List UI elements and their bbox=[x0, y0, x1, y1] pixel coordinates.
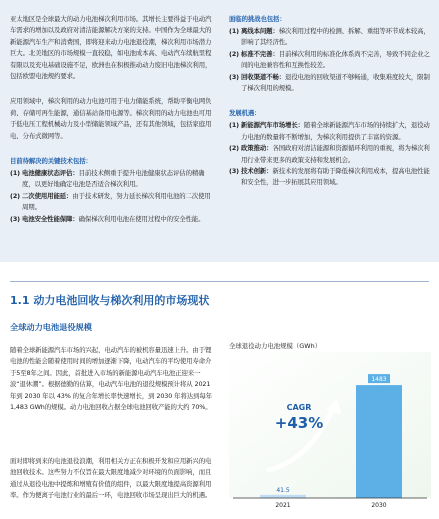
retirement-bar-chart bbox=[229, 352, 431, 510]
tech-item-label: 电池安全性能保障： bbox=[22, 214, 79, 223]
section-subtitle: 全球动力电池退役规模 bbox=[10, 322, 92, 332]
tech-item-label: 电池健康状态评估： bbox=[22, 169, 79, 178]
tech-item-number: (1) bbox=[10, 169, 20, 178]
opportunity-item bbox=[229, 143, 430, 166]
section-title: 1.1 动力电池回收与梯次利用的市场现状 bbox=[10, 294, 210, 307]
tech-item bbox=[10, 214, 213, 225]
tech-item bbox=[10, 191, 213, 214]
opportunity-item-text: 各国政府对清洁能源和资源循环利用的重视，将为梯次利用行业带来更多的政策支持和发展机会。 bbox=[241, 144, 430, 164]
bar bbox=[260, 495, 306, 498]
challenge-item-label: 离线本问题： bbox=[241, 27, 279, 35]
opportunity-item-label: 政策推动： bbox=[241, 144, 273, 153]
opportunity-item bbox=[229, 166, 430, 189]
challenge-item-label: 标准不完善： bbox=[241, 49, 279, 58]
opportunity-item-label: 技术创新： bbox=[241, 167, 273, 176]
tech-item-text: 由于技术研发，努力延长梯次利用电池的二次使用周期。 bbox=[22, 191, 211, 212]
challenge-item-text: 退役电池的回收渠道不够畅通，收集难度较大，限制了梯次利用的规模。 bbox=[241, 72, 430, 93]
chart-canvas bbox=[229, 352, 431, 510]
tech-item bbox=[10, 168, 213, 191]
challenge-item bbox=[229, 49, 430, 72]
challenge-item-text: 梯次利用过程中的检测、拆解、重组等环节成本较高，影响了其经济性。 bbox=[241, 27, 430, 47]
bar bbox=[356, 385, 402, 498]
retirement-paragraph: 随着全球新能源汽车市场的兴起，电动汽车的被机容量迅速上升。由于锂电池的性能会随着使用时间的增加逐渐下降，电动汽车的平均使用寿命介于5至8年之间。因此，首批进入市场的新能源电动汽车电池正迎来一波“退休潮”。根据德勤的估算，电动汽车电池的退役规模预计将从 2021 年到 2030 年以 43% 的复合年增长率快速增长，到 2030 年将达到每年1,483 GWh的规模。动力电池回收占据全球电池回收产能的大约 70%。 bbox=[10, 346, 212, 412]
tech-item-text: 目前技术侧重于提升电池健康状态评估的精确度，以更好地确定电池是否适合梯次利用。 bbox=[22, 169, 205, 189]
opportunity-item-label: 新能源汽车市场增长： bbox=[241, 121, 304, 130]
cagr-value: +43% bbox=[274, 414, 324, 432]
tech-item-number: (2) bbox=[10, 191, 20, 200]
summary-left-column bbox=[10, 14, 213, 225]
recycling-paragraph: 面对即将到来的电池退役浪潮，利用相关方正在积极开发和应用新兴的电池回收技术。这些努力不仅旨在最大限度地减少对环境的负面影响，而且通过从退役电池中提炼和增殖有价值的组件，以最大限度地提高资源利用率。作为便离子电池行业的最后一环，电池回收市场呈现出巨大的机遇。 bbox=[10, 457, 212, 500]
challenge-item-label: 回收渠道不畅： bbox=[241, 72, 286, 81]
summary-right-column bbox=[229, 14, 430, 189]
opportunity-item bbox=[229, 120, 430, 143]
challenge-item bbox=[229, 72, 430, 95]
section-divider bbox=[10, 281, 429, 282]
category-label: 2030 bbox=[371, 502, 387, 509]
category-label: 2021 bbox=[275, 502, 291, 509]
challenge-item-text: 目前梯次利用的标准化体系尚不完善，导致不同企业之间的电池兼容性和互换性较差。 bbox=[241, 49, 430, 70]
challenge-item bbox=[229, 26, 430, 49]
opportunity-item-text: 新技术的发展将有助于降低梯次利用成本，提高电池性能和安全性，进一步拓展其应用领域。 bbox=[241, 167, 430, 187]
key-tech-heading: 目前待解决的关键技术包括： bbox=[10, 157, 92, 166]
opportunity-item-number: (2) bbox=[229, 144, 239, 153]
tech-item-label: 二次使用用能延： bbox=[22, 191, 73, 200]
application-paragraph: 应用领域中，梯次利用的动力电池可用于电力储能系统，帮助平衡电网负荷、存储可再生能源，通信基站备用电源等。梯次利用的动力电池也可用于低电压工程机械动力及小型储能领域产品，还有其他领域，包括家庭用电、分布式微网等。 bbox=[10, 97, 212, 140]
challenge-item-number: (3) bbox=[229, 72, 239, 81]
value-label: 41.5 bbox=[276, 486, 290, 494]
market-overview-paragraph: 亚太地区是全球最大的动力电池梯次利用市场。其增长主要得益于电动汽车需求的增加以及政府对清洁能源解决方案的支持。中国作为全球最大的新能源汽车生产和消费国，即将迎来动力电池退役潮，梯次利用市场潜力巨大。北美地区的市场规模一直较稳，如电池成本高、电动汽车续航里程有限以及充电基础设施不足，欧洲也在积极推动动力废旧电池梯次利用，包括欧盟电池规约要求。 bbox=[10, 15, 212, 81]
opportunity-item-number: (1) bbox=[229, 121, 239, 130]
opportunity-heading: 发展机遇： bbox=[229, 109, 261, 118]
opportunity-item-text: 随着全球新能源汽车市场的持续扩大，退役动力电池的数量将不断增加，为梯次利用提供了丰富的资源。 bbox=[241, 121, 430, 141]
tech-item-text: 确保梯次利用电池在使用过程中的安全性能。 bbox=[78, 214, 205, 223]
challenge-item-number: (2) bbox=[229, 49, 239, 58]
tech-item-number: (3) bbox=[10, 214, 20, 223]
opportunity-item-number: (3) bbox=[229, 167, 239, 176]
value-label: 1483 bbox=[371, 376, 387, 384]
chart-title: 全球退役动力电池规模（GWh） bbox=[229, 342, 322, 350]
cagr-label: CAGR bbox=[286, 403, 312, 412]
challenge-heading: 面临的挑战也包括： bbox=[229, 15, 286, 23]
challenge-item-number: (1) bbox=[229, 27, 239, 35]
